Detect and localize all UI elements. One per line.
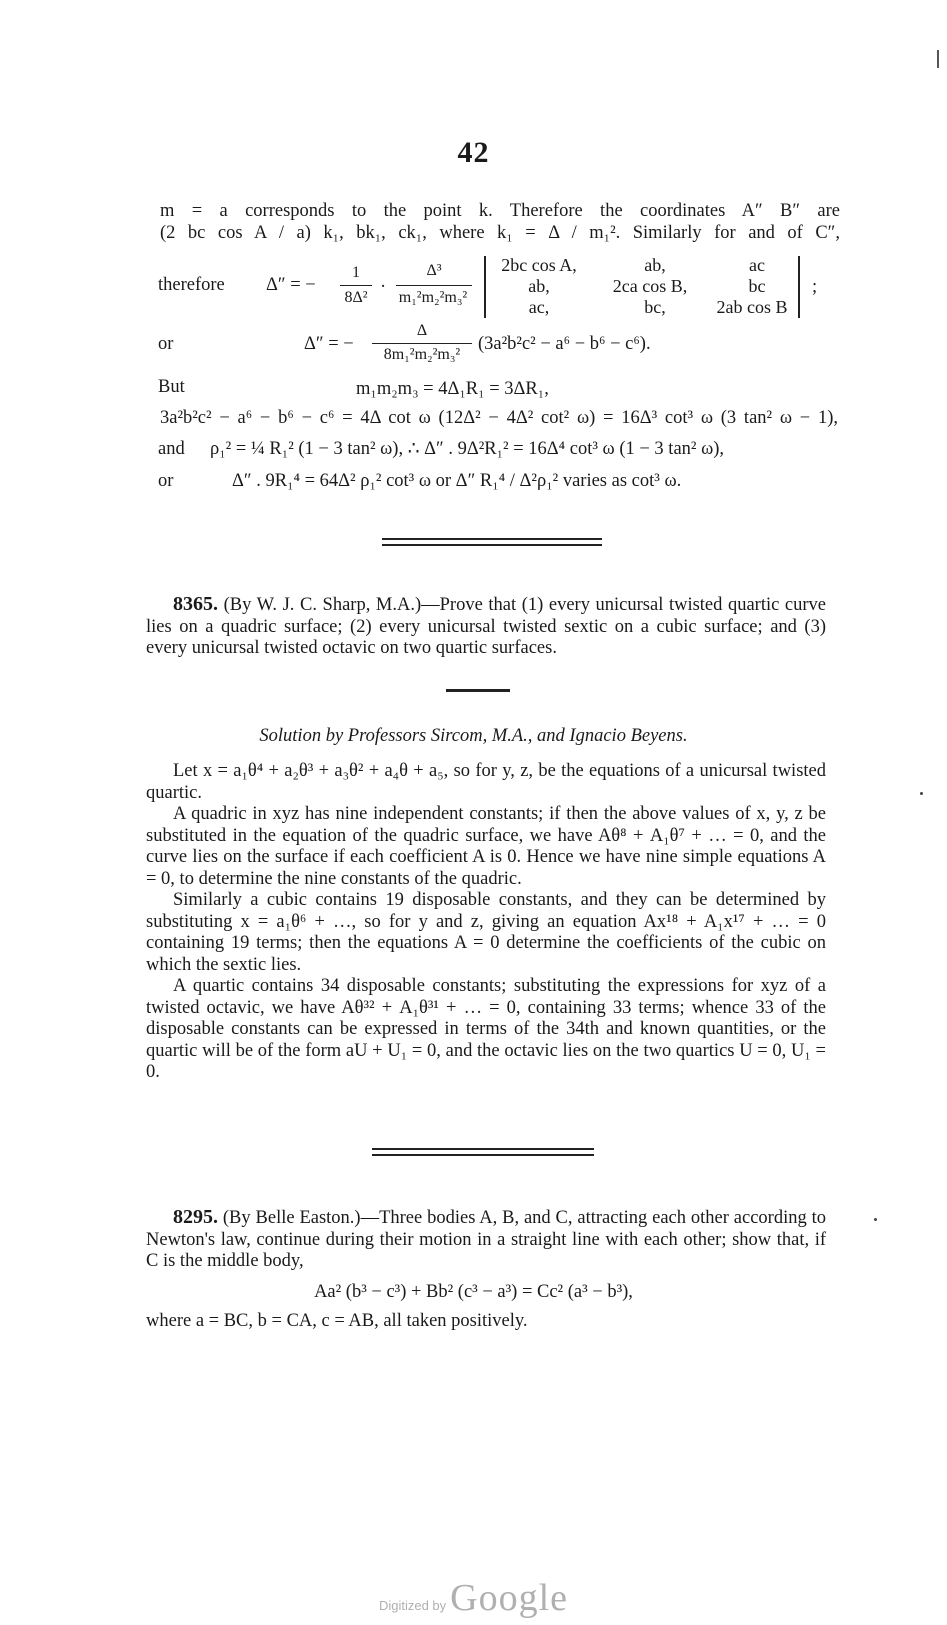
edge-mark [937, 50, 939, 68]
equation-expansion: 3a²b²c² − a⁶ − b⁶ − c⁶ = 4Δ cot ω (12Δ² − 4Δ² cot² ω) = 16Δ³ cot³ ω (3 tan² ω − 1), [160, 408, 838, 428]
double-rule-bottom [382, 544, 602, 546]
question-equation: Aa² (b³ − c³) + Bb² (c³ − a³) = Cc² (a³ − b³), [314, 1282, 633, 1302]
watermark-logo: Google [450, 1577, 569, 1619]
matrix-cell: ac, [528, 297, 550, 317]
frac2-bar [396, 285, 472, 286]
delta-lhs: Δ″ = − [266, 275, 316, 295]
equation-final: Δ″ . 9R₁⁴ = 64Δ² ρ₁² cot³ ω or Δ″ R₁⁴ / Δ²ρ₁² varies as cot³ ω. [232, 471, 682, 491]
solution-paragraph: A quartic contains 34 disposable constants; substituting the expressions for xyz of a twisted octavic, we have Aθ³² + A₁θ³¹ + … = 0, containing 33 terms; whence 33 of the disposable constants can be expressed in terms of the 34th and known quantities, or the quartic will be of the form aU + U₁ = 0, and the octavic lies on the two quartics U = 0, U₁ = 0. [146, 976, 826, 1082]
or-label-2: or [158, 471, 174, 491]
question-text: (By W. J. C. Sharp, M.A.)—Prove that (1) every unicursal twisted quartic curve lies on a quadric surface; (2) every unicursal twisted sextic on a cubic surface; and (3) every unicursal twisted octavic on two quartic surfaces. [146, 595, 826, 658]
eq2-lhs: Δ″ = − [304, 334, 354, 354]
and-label: and [158, 439, 185, 459]
double-rule-top [382, 538, 602, 540]
frac1-numerator: 1 [352, 264, 360, 281]
solution-paragraph: Let x = a₁θ⁴ + a₂θ³ + a₃θ² + a₄θ + a₅, so for y, z, be the equations of a unicursal twisted quartic. [146, 761, 826, 803]
watermark-small: Digitized by [378, 1598, 447, 1613]
solution-heading: Solution by Professors Sircom, M.A., and Ignacio Beyens. [259, 726, 688, 746]
continuation-line-2: (2 bc cos A / a) k₁, bk₁, ck₁, where k₁ = Δ / m₁². Similarly for and of C″, [160, 223, 840, 243]
digitized-watermark [0, 1576, 947, 1620]
or-label: or [158, 334, 174, 354]
therefore-label: therefore [158, 275, 225, 295]
matrix-cell: 2bc cos A, [501, 255, 577, 275]
question-8365 [146, 594, 826, 660]
frac1-bar [340, 285, 372, 286]
solution-body [146, 761, 826, 1084]
frac1-denominator: 8Δ² [344, 289, 368, 306]
double-rule-top [372, 1148, 594, 1150]
multiplication-dot: · [380, 277, 387, 297]
question-tail: where a = BC, b = CA, c = AB, all taken positively. [146, 1311, 528, 1331]
matrix-cell: ab, [528, 276, 550, 296]
frac3-bar [372, 343, 472, 344]
question-number: 8295. [173, 1206, 218, 1228]
page-number: 42 [457, 136, 490, 169]
matrix-cell: 2ab cos B [716, 297, 788, 317]
equation-rho: ρ₁² = ¼ R₁² (1 − 3 tan² ω), ∴ Δ″ . 9Δ²R₁² = 16Δ⁴ cot³ ω (1 − 3 tan² ω), [210, 439, 725, 459]
but-label: But [158, 377, 185, 397]
double-rule-bottom [372, 1154, 594, 1156]
frac3-denominator: 8m₁²m₂²m₃² [383, 346, 461, 363]
stray-dot [874, 1218, 877, 1221]
frac3-numerator: Δ [416, 322, 428, 339]
question-8295 [146, 1207, 826, 1273]
matrix-cell: bc [748, 276, 766, 296]
stray-dot [920, 792, 923, 795]
solution-paragraph: A quadric in xyz has nine independent constants; if then the above values of x, y, z be substituted in the equation of the quadric surface, we have Aθ⁸ + A₁θ⁷ + … = 0, and the curve lies on the surface if each coefficient A is 0. Hence we have nine simple equations A = 0, to determine the nine constants of the quadric. [146, 804, 826, 889]
continuation-line-1: m = a corresponds to the point k. Therefore the coordinates A″ B″ are [160, 201, 840, 221]
semicolon: ; [812, 277, 818, 297]
eq2-rhs: (3a²b²c² − a⁶ − b⁶ − c⁶). [478, 334, 651, 354]
matrix-cell: bc, [644, 297, 666, 317]
solution-paragraph: Similarly a cubic contains 19 disposable constants, and they can be determined by substituting x = a₁θ⁶ + …, so for y and z, giving an equation Ax¹⁸ + A₁x¹⁷ + … = 0 containing 19 terms; then the equations A = 0 determine the coefficients of the cubic on which the sextic lies. [146, 890, 826, 975]
frac2-numerator: Δ³ [426, 262, 442, 279]
equation-m: m₁m₂m₃ = 4Δ₁R₁ = 3ΔR₁, [356, 379, 549, 399]
matrix-cell: ac [749, 255, 765, 275]
short-rule [446, 689, 510, 692]
matrix-cell: 2ca cos B, [612, 276, 688, 296]
question-number: 8365. [173, 593, 218, 615]
matrix-cell: ab, [644, 255, 666, 275]
determinant-right-bar [798, 256, 800, 318]
determinant-left-bar [484, 256, 486, 318]
frac2-denominator: m₁²m₂²m₃² [398, 289, 468, 306]
question-text: (By Belle Easton.)—Three bodies A, B, and C, attracting each other according to Newton's law, continue during their motion in a straight line with each other; show that, if C is the middle body, [146, 1208, 827, 1271]
